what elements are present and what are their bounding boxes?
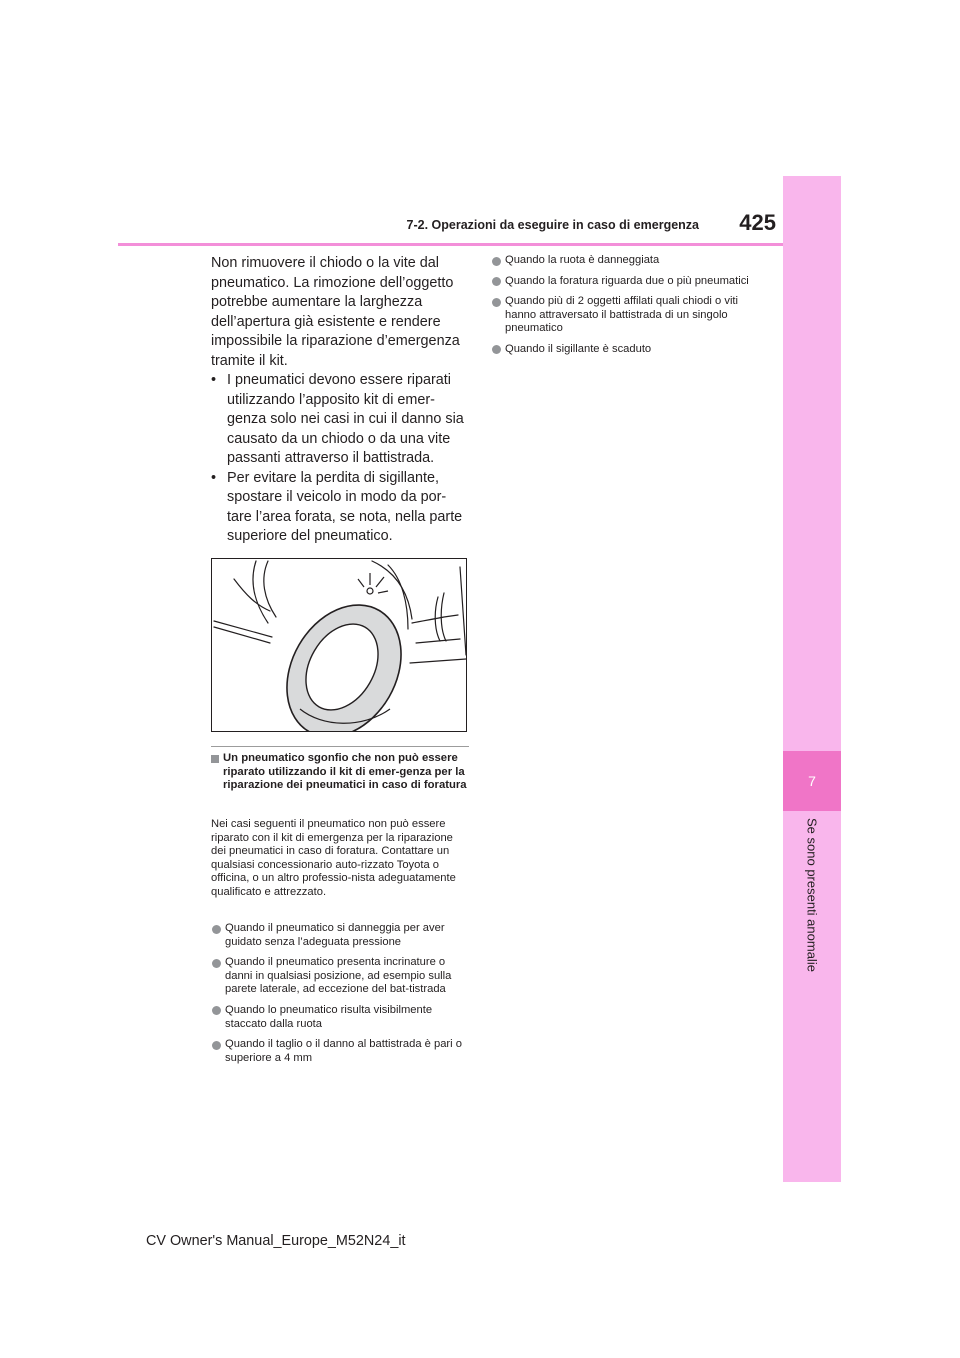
page-number: 425 [739,210,776,235]
bullet-item: • I pneumatici devono essere riparati utilizzando l’apposito kit di emer-genza solo nei casi in cui il danno sia causato da un chiodo o da una vite passanti attraverso il battistrada. [211,371,469,469]
list-item: Quando più di 2 oggetti affilati quali chiodi o viti hanno attraversato il battistrada di un singolo pneumatico [491,295,761,336]
circle-bullet-icon [212,1041,221,1050]
list-item: Quando la foratura riguarda due o più pneumatici [491,275,761,289]
header-rule [118,243,783,246]
tire-with-nail-drawing [212,559,467,732]
list-item: Quando il sigillante è scaduto [491,343,761,357]
list-item: Quando la ruota è danneggiata [491,254,761,268]
footer-manual-id: CV Owner's Manual_Europe_M52N24_it [146,1233,406,1249]
left-column [211,254,469,547]
circle-bullet-icon [492,345,501,354]
circle-bullet-icon [212,925,221,934]
subsection-paragraph: Nei casi seguenti il pneumatico non può essere riparato con il kit di emergenza per la riparazione dei pneumatici in caso di foratura. Contattare un qualsiasi concessionario auto-rizzato Toyota o officina, o un altro professio-nista adeguatamente qualificato e attrezzato. [211,818,456,898]
chapter-title: Se sono presenti anomalie [804,818,820,972]
circle-bullet-icon [212,959,221,968]
conditions-list-right [491,254,761,364]
subsection-heading-text: Un pneumatico sgonfio che non può essere riparato utilizzando il kit di emer-genza per la riparazione dei pneumatici in caso di foratura [223,752,467,792]
section-title: 7-2. Operazioni da eseguire in caso di emergenza [406,218,699,232]
conditions-list-left [211,922,469,1072]
circle-bullet-icon [212,1006,221,1015]
subsection-divider [211,746,469,747]
tire-illustration [211,558,467,732]
intro-paragraph: Non rimuovere il chiodo o la vite dal pneumatico. La rimozione dell’oggetto potrebbe aumentare la larghezza dell’apertura già esistente e rendere impossibile la riparazione d’emergenza tramite il kit. [211,255,460,369]
square-bullet-icon [211,755,219,763]
bullet-item: • Per evitare la perdita di sigillante, spostare il veicolo in modo da por-tare l’area forata, se nota, nella parte superiore del pneumatico. [211,469,469,547]
list-item: Quando il pneumatico presenta incrinature o danni in qualsiasi posizione, ad esempio sulla parete laterale, ad eccezione del bat-tistrada [211,956,469,997]
list-item: Quando il taglio o il danno al battistrada è pari o superiore a 4 mm [211,1038,469,1065]
subsection-heading [211,752,469,793]
circle-bullet-icon [492,257,501,266]
list-item: Quando il pneumatico si danneggia per aver guidato senza l’adeguata pressione [211,922,469,949]
chapter-side-tab [783,176,841,1182]
circle-bullet-icon [492,298,501,307]
circle-bullet-icon [492,277,501,286]
list-item: Quando lo pneumatico risulta visibilmente staccato dalla ruota [211,1004,469,1031]
chapter-number: 7 [783,751,841,811]
